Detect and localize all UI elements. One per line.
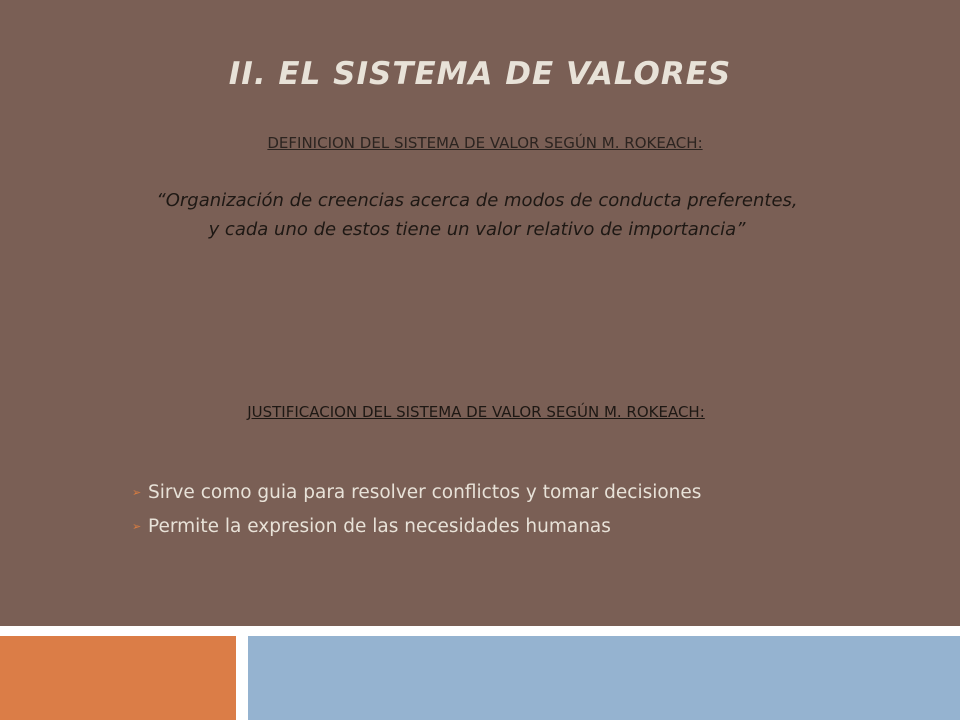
arrow-bullet-icon: ➢ [132,520,142,533]
list-item [132,476,701,510]
definition-quote: “Organización de creencias acerca de modos de conducta preferentes, y cada uno de estos tiene un valor relativo de importancia” [156,190,798,240]
footer-divider [0,626,960,634]
slide-title: II. EL SISTEMA DE VALORES [228,56,732,92]
footer-orange-block [0,636,236,720]
footer-gap [236,636,248,720]
definition-heading: DEFINICION DEL SISTEMA DE VALOR SEGÚN M. ROKEACH: [267,134,703,152]
bullet-text: Permite la expresion de las necesidades humanas [148,516,611,537]
footer-blue-block [248,636,960,720]
justification-heading: JUSTIFICACION DEL SISTEMA DE VALOR SEGÚN M. ROKEACH: [247,403,705,421]
list-item [132,510,701,544]
bullet-list [132,476,701,544]
arrow-bullet-icon: ➢ [132,486,142,499]
bullet-text: Sirve como guia para resolver conflictos y tomar decisiones [148,482,702,503]
